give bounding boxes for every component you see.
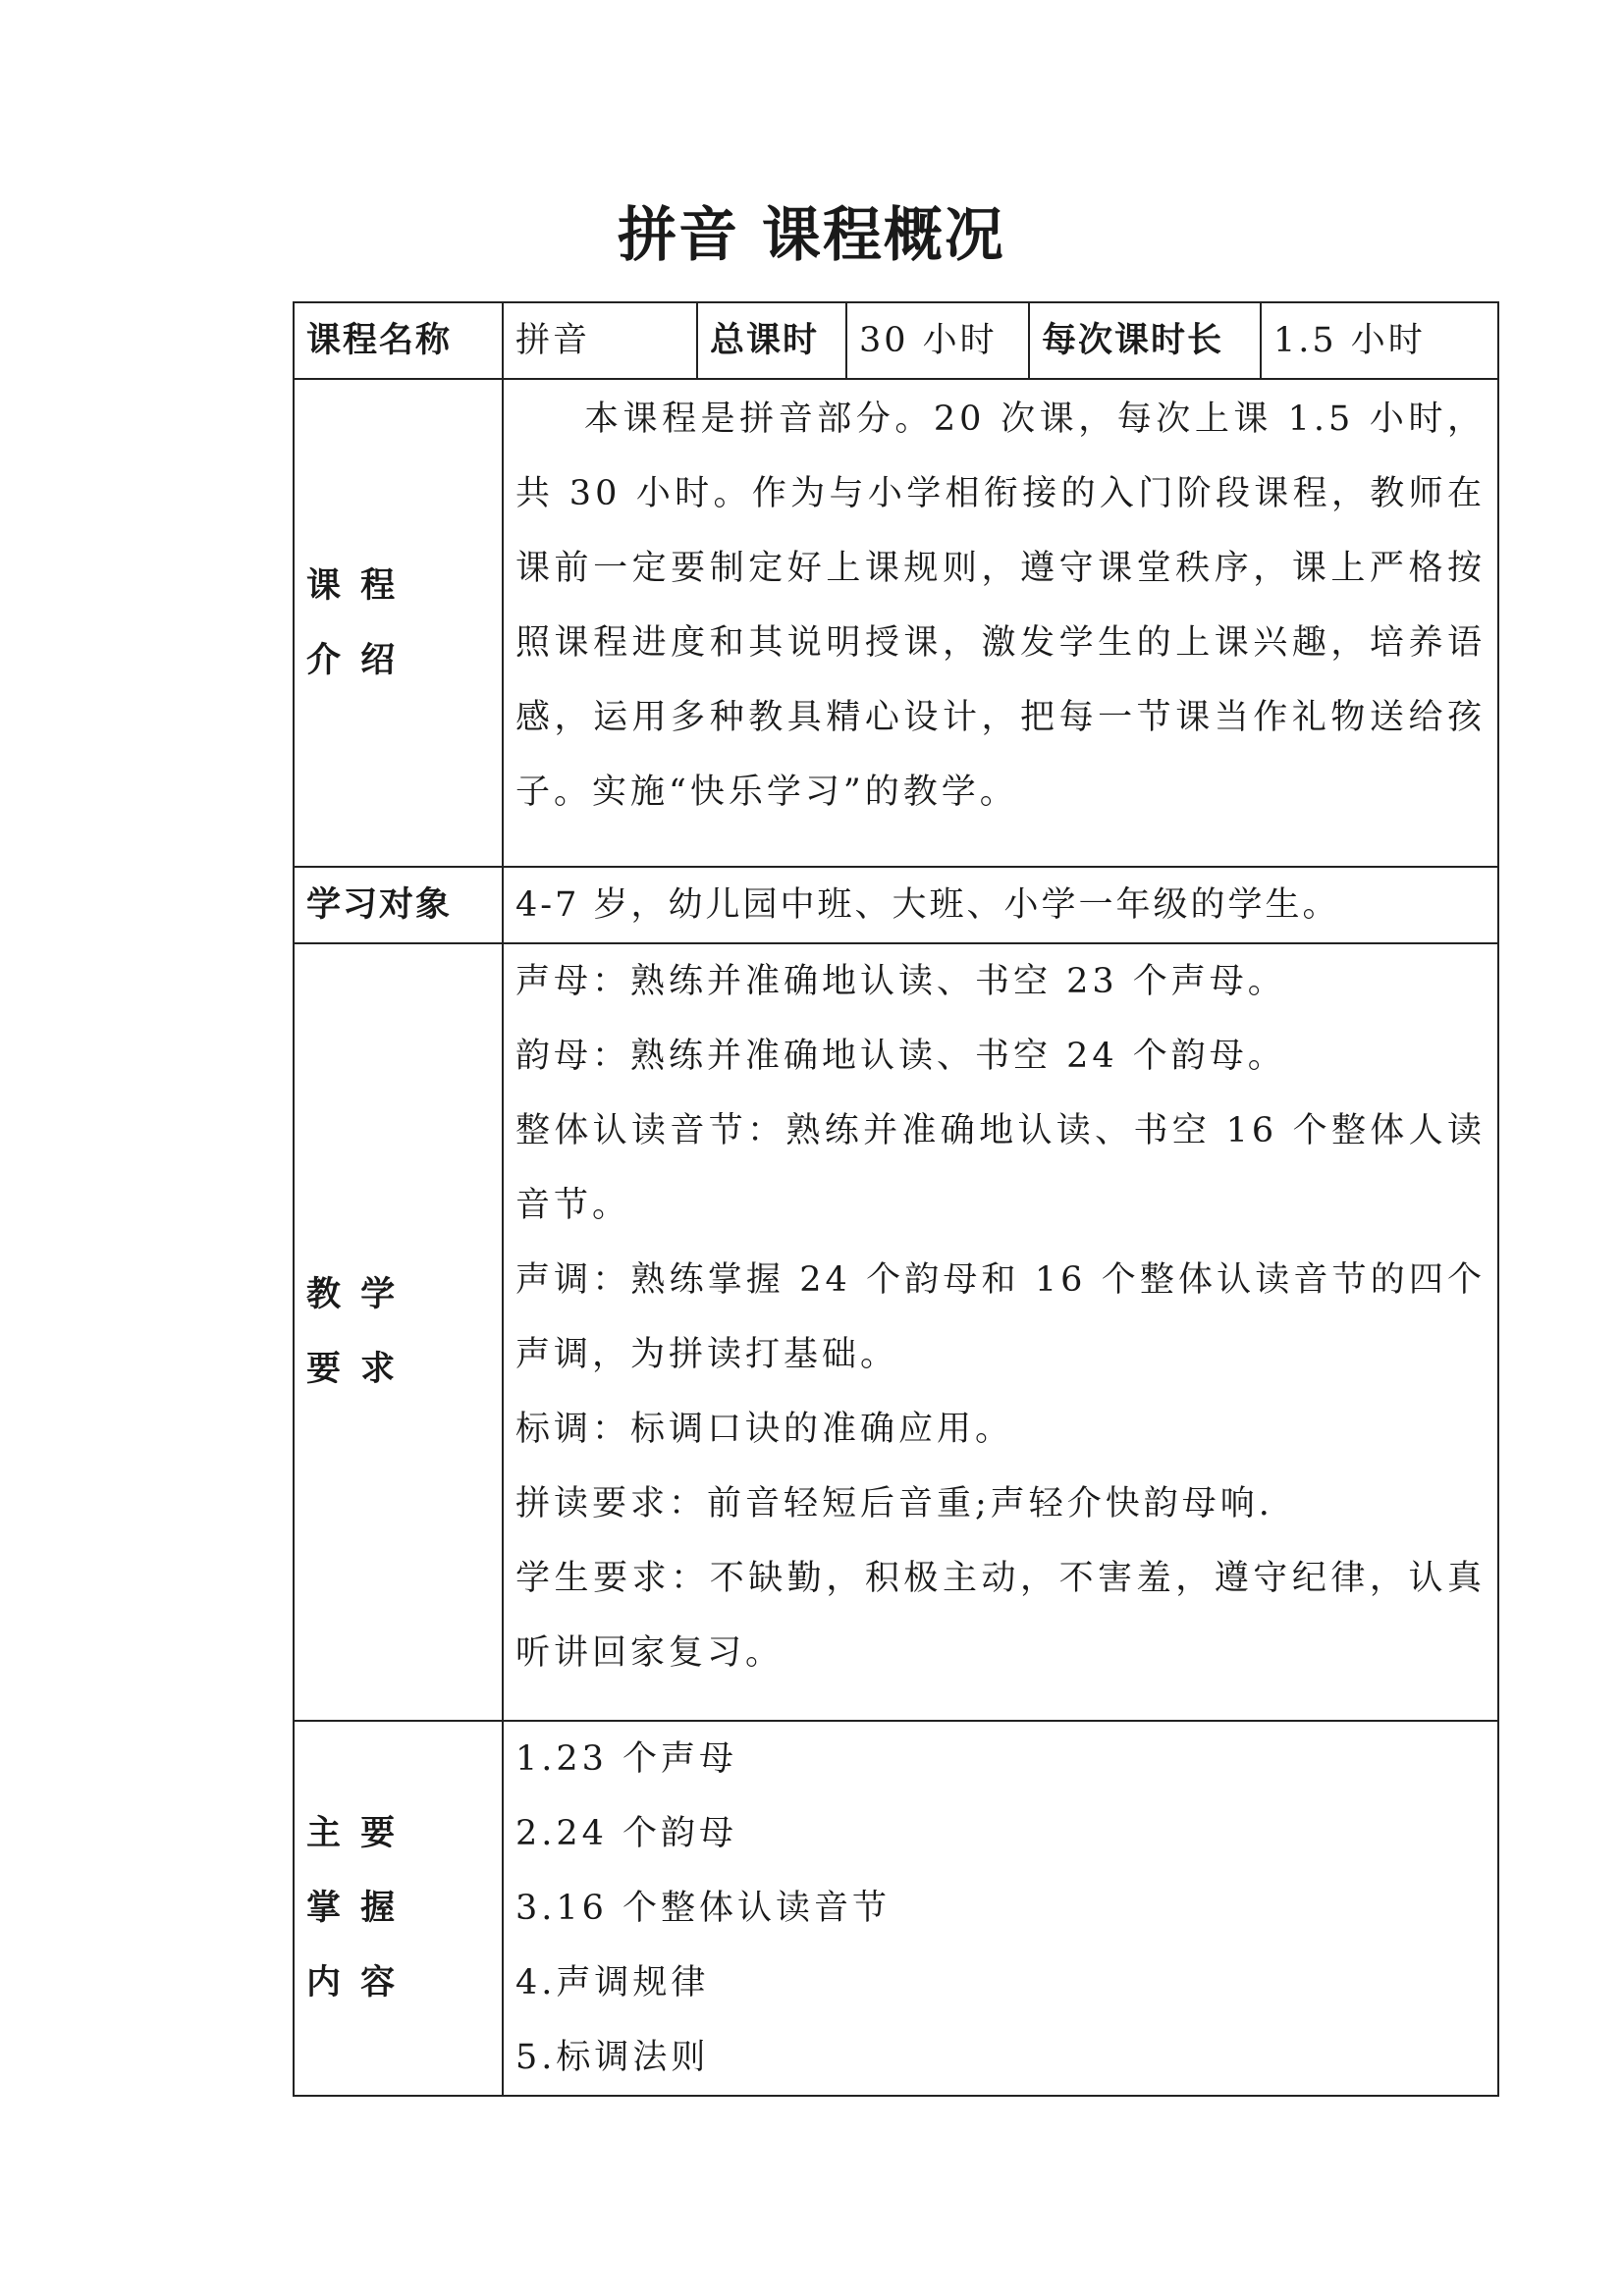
target-value: 4-7 岁，幼儿园中班、大班、小学一年级的学生。 <box>503 867 1498 943</box>
intro-row <box>294 379 1498 867</box>
target-label: 学习对象 <box>294 867 503 943</box>
main-content-label-line: 主 要 <box>306 1814 400 1853</box>
intro-label-line: 课 程 <box>306 565 400 606</box>
intro-label <box>294 379 503 867</box>
main-content-item: 3.16 个整体认读音节 <box>515 1889 892 1928</box>
main-content-label <box>294 1721 503 2096</box>
main-content-item: 4.声调规律 <box>515 1963 710 2002</box>
session-length-value: 1.5 小时 <box>1261 302 1498 379</box>
main-content-list <box>503 1721 1498 2096</box>
course-overview-table <box>293 301 1499 2097</box>
course-name-value: 拼音 <box>503 302 697 379</box>
main-content-item: 2.24 个韵母 <box>515 1814 738 1853</box>
main-content-label-line: 内 容 <box>306 1963 400 2002</box>
main-content-item: 1.23 个声母 <box>515 1739 738 1779</box>
requirement-item: 韵母：熟练并准确地认读、书空 24 个韵母。 <box>515 1037 1286 1076</box>
requirements-label <box>294 943 503 1721</box>
requirement-item: 整体认读音节：熟练并准确地认读、书空 16 个整体人读音节。 <box>515 1111 1486 1225</box>
intro-label-line: 介 绍 <box>306 640 400 680</box>
total-hours-value: 30 小时 <box>846 302 1029 379</box>
requirement-item: 学生要求：不缺勤，积极主动，不害羞，遵守纪律，认真听讲回家复习。 <box>515 1559 1486 1673</box>
requirement-item: 拼读要求：前音轻短后音重;声轻介快韵母响. <box>515 1484 1273 1523</box>
header-row <box>294 302 1498 379</box>
requirement-item: 声调：熟练掌握 24 个韵母和 16 个整体认读音节的四个声调，为拼读打基础。 <box>515 1260 1486 1374</box>
page-title: 拼音 课程概况 <box>618 201 1005 270</box>
intro-text-cell <box>503 379 1498 867</box>
requirements-label-line: 教 学 <box>306 1275 400 1314</box>
total-hours-label: 总课时 <box>697 302 846 379</box>
main-content-label-line: 掌 握 <box>306 1889 400 1928</box>
requirements-label-line: 要 求 <box>306 1350 400 1389</box>
main-content-row <box>294 1721 1498 2096</box>
course-name-label: 课程名称 <box>294 302 503 379</box>
main-content-item: 5.标调法则 <box>515 2038 710 2077</box>
requirement-item: 声母：熟练并准确地认读、书空 23 个声母。 <box>515 962 1286 1001</box>
intro-text: 本课程是拼音部分。20 次课，每次上课 1.5 小时，共 30 小时。作为与小学相衔接的入门阶段课程，教师在课前一定要制定好上课规则，遵守课堂秩序，课上严格按照课程进度和其说明授课，激发学生的上课兴趣，培养语感，运用多种教具精心设计，把每一节课当作礼物送给孩子。实施“快乐学习”的教学。 <box>515 400 1486 812</box>
requirements-list <box>503 943 1498 1721</box>
requirement-item: 标调：标调口诀的准确应用。 <box>515 1410 1014 1449</box>
target-row <box>294 867 1498 943</box>
session-length-label: 每次课时长 <box>1029 302 1261 379</box>
requirements-row <box>294 943 1498 1721</box>
